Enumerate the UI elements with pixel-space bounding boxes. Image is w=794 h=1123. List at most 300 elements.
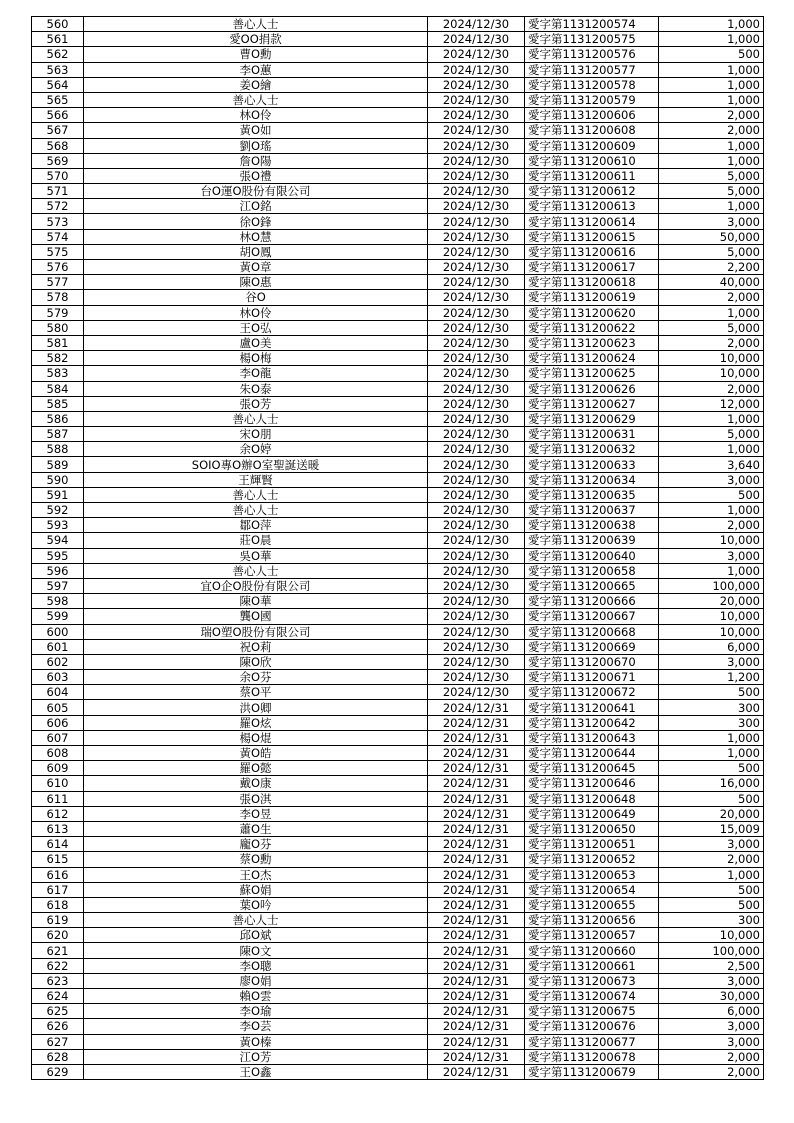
donation-amount-cell: 3,000 bbox=[659, 1019, 764, 1034]
table-row bbox=[32, 882, 764, 897]
table-row bbox=[32, 168, 764, 183]
donation-amount-cell: 2,500 bbox=[659, 958, 764, 973]
donor-name-cell: 蕭O生 bbox=[84, 821, 428, 836]
row-number-cell: 615 bbox=[32, 852, 84, 867]
donor-name-cell: 善心人士 bbox=[84, 913, 428, 928]
table-row bbox=[32, 685, 764, 700]
table-row bbox=[32, 138, 764, 153]
donation-amount-cell: 50,000 bbox=[659, 229, 764, 244]
donation-date-cell: 2024/12/31 bbox=[428, 882, 525, 897]
donor-name-cell: 余O婷 bbox=[84, 442, 428, 457]
donor-name-cell: 蘇O娟 bbox=[84, 882, 428, 897]
table-row bbox=[32, 1004, 764, 1019]
donation-date-cell: 2024/12/30 bbox=[428, 244, 525, 259]
table-row bbox=[32, 533, 764, 548]
table-row bbox=[32, 153, 764, 168]
donation-amount-cell: 1,000 bbox=[659, 62, 764, 77]
receipt-number-cell: 愛字第1131200638 bbox=[525, 518, 659, 533]
donation-date-cell: 2024/12/30 bbox=[428, 457, 525, 472]
donation-amount-cell: 5,000 bbox=[659, 184, 764, 199]
receipt-number-cell: 愛字第1131200627 bbox=[525, 396, 659, 411]
table-row bbox=[32, 244, 764, 259]
donation-date-cell: 2024/12/31 bbox=[428, 700, 525, 715]
donor-name-cell: 王輝賢 bbox=[84, 472, 428, 487]
donor-name-cell: 蔡O勳 bbox=[84, 852, 428, 867]
donation-date-cell: 2024/12/30 bbox=[428, 275, 525, 290]
donor-name-cell: 陳O文 bbox=[84, 943, 428, 958]
donation-amount-cell: 1,200 bbox=[659, 670, 764, 685]
receipt-number-cell: 愛字第1131200648 bbox=[525, 791, 659, 806]
row-number-cell: 605 bbox=[32, 700, 84, 715]
row-number-cell: 614 bbox=[32, 837, 84, 852]
donor-name-cell: 善心人士 bbox=[84, 503, 428, 518]
row-number-cell: 574 bbox=[32, 229, 84, 244]
donation-amount-cell: 1,000 bbox=[659, 730, 764, 745]
receipt-number-cell: 愛字第1131200613 bbox=[525, 199, 659, 214]
donation-date-cell: 2024/12/30 bbox=[428, 670, 525, 685]
receipt-number-cell: 愛字第1131200618 bbox=[525, 275, 659, 290]
donation-date-cell: 2024/12/31 bbox=[428, 715, 525, 730]
donor-name-cell: 江O銘 bbox=[84, 199, 428, 214]
row-number-cell: 573 bbox=[32, 214, 84, 229]
table-row bbox=[32, 381, 764, 396]
receipt-number-cell: 愛字第1131200671 bbox=[525, 670, 659, 685]
row-number-cell: 578 bbox=[32, 290, 84, 305]
donor-name-cell: 善心人士 bbox=[84, 92, 428, 107]
table-row bbox=[32, 897, 764, 912]
donation-amount-cell: 3,000 bbox=[659, 472, 764, 487]
donation-date-cell: 2024/12/30 bbox=[428, 335, 525, 350]
donation-date-cell: 2024/12/30 bbox=[428, 381, 525, 396]
donation-amount-cell: 300 bbox=[659, 913, 764, 928]
donor-name-cell: 徐O鋒 bbox=[84, 214, 428, 229]
row-number-cell: 587 bbox=[32, 427, 84, 442]
donation-amount-cell: 500 bbox=[659, 685, 764, 700]
receipt-number-cell: 愛字第1131200656 bbox=[525, 913, 659, 928]
donation-date-cell: 2024/12/31 bbox=[428, 897, 525, 912]
row-number-cell: 606 bbox=[32, 715, 84, 730]
receipt-number-cell: 愛字第1131200608 bbox=[525, 123, 659, 138]
donation-amount-cell: 6,000 bbox=[659, 639, 764, 654]
donation-date-cell: 2024/12/31 bbox=[428, 730, 525, 745]
donor-name-cell: 林O慧 bbox=[84, 229, 428, 244]
donation-amount-cell: 6,000 bbox=[659, 1004, 764, 1019]
row-number-cell: 567 bbox=[32, 123, 84, 138]
donor-name-cell: 羅O炫 bbox=[84, 715, 428, 730]
donation-date-cell: 2024/12/31 bbox=[428, 761, 525, 776]
donation-amount-cell: 40,000 bbox=[659, 275, 764, 290]
table-row bbox=[32, 563, 764, 578]
donation-amount-cell: 10,000 bbox=[659, 351, 764, 366]
donor-name-cell: 善心人士 bbox=[84, 17, 428, 32]
table-row bbox=[32, 989, 764, 1004]
donation-amount-cell: 500 bbox=[659, 882, 764, 897]
donation-amount-cell: 2,000 bbox=[659, 108, 764, 123]
donor-name-cell: 王O弘 bbox=[84, 320, 428, 335]
table-row bbox=[32, 487, 764, 502]
receipt-number-cell: 愛字第1131200620 bbox=[525, 305, 659, 320]
table-row bbox=[32, 92, 764, 107]
row-number-cell: 619 bbox=[32, 913, 84, 928]
table-row bbox=[32, 229, 764, 244]
receipt-number-cell: 愛字第1131200661 bbox=[525, 958, 659, 973]
donation-amount-cell: 1,000 bbox=[659, 411, 764, 426]
row-number-cell: 623 bbox=[32, 973, 84, 988]
donation-date-cell: 2024/12/30 bbox=[428, 184, 525, 199]
donation-date-cell: 2024/12/30 bbox=[428, 609, 525, 624]
donor-name-cell: 善心人士 bbox=[84, 487, 428, 502]
donor-name-cell: 宜O企O股份有限公司 bbox=[84, 578, 428, 593]
donation-amount-cell: 1,000 bbox=[659, 867, 764, 882]
donation-date-cell: 2024/12/30 bbox=[428, 639, 525, 654]
donation-date-cell: 2024/12/30 bbox=[428, 62, 525, 77]
table-row bbox=[32, 123, 764, 138]
donation-amount-cell: 10,000 bbox=[659, 609, 764, 624]
table-row bbox=[32, 411, 764, 426]
table-row bbox=[32, 654, 764, 669]
donor-name-cell: 余O芬 bbox=[84, 670, 428, 685]
donation-amount-cell: 5,000 bbox=[659, 320, 764, 335]
table-row bbox=[32, 624, 764, 639]
receipt-number-cell: 愛字第1131200623 bbox=[525, 335, 659, 350]
donation-date-cell: 2024/12/30 bbox=[428, 411, 525, 426]
receipt-number-cell: 愛字第1131200612 bbox=[525, 184, 659, 199]
receipt-number-cell: 愛字第1131200635 bbox=[525, 487, 659, 502]
row-number-cell: 576 bbox=[32, 260, 84, 275]
receipt-number-cell: 愛字第1131200643 bbox=[525, 730, 659, 745]
receipt-number-cell: 愛字第1131200574 bbox=[525, 17, 659, 32]
table-row bbox=[32, 472, 764, 487]
donation-amount-cell: 500 bbox=[659, 897, 764, 912]
donor-name-cell: 黃O章 bbox=[84, 260, 428, 275]
donor-name-cell: 邱O斌 bbox=[84, 928, 428, 943]
donation-amount-cell: 10,000 bbox=[659, 624, 764, 639]
donation-date-cell: 2024/12/31 bbox=[428, 1034, 525, 1049]
donation-date-cell: 2024/12/31 bbox=[428, 928, 525, 943]
donor-name-cell: 江O芳 bbox=[84, 1049, 428, 1064]
row-number-cell: 566 bbox=[32, 108, 84, 123]
table-row bbox=[32, 427, 764, 442]
donation-amount-cell: 3,000 bbox=[659, 837, 764, 852]
row-number-cell: 569 bbox=[32, 153, 84, 168]
receipt-number-cell: 愛字第1131200676 bbox=[525, 1019, 659, 1034]
row-number-cell: 622 bbox=[32, 958, 84, 973]
table-row bbox=[32, 821, 764, 836]
row-number-cell: 594 bbox=[32, 533, 84, 548]
donor-name-cell: 劉O瑤 bbox=[84, 138, 428, 153]
donation-amount-cell: 1,000 bbox=[659, 77, 764, 92]
donation-amount-cell: 10,000 bbox=[659, 366, 764, 381]
row-number-cell: 627 bbox=[32, 1034, 84, 1049]
donation-amount-cell: 5,000 bbox=[659, 244, 764, 259]
table-row bbox=[32, 108, 764, 123]
table-row bbox=[32, 47, 764, 62]
table-row bbox=[32, 77, 764, 92]
table-row bbox=[32, 670, 764, 685]
row-number-cell: 610 bbox=[32, 776, 84, 791]
row-number-cell: 585 bbox=[32, 396, 84, 411]
donation-amount-cell: 2,200 bbox=[659, 260, 764, 275]
table-row bbox=[32, 867, 764, 882]
table-row bbox=[32, 320, 764, 335]
table-row bbox=[32, 548, 764, 563]
row-number-cell: 583 bbox=[32, 366, 84, 381]
receipt-number-cell: 愛字第1131200576 bbox=[525, 47, 659, 62]
donation-amount-cell: 1,000 bbox=[659, 503, 764, 518]
row-number-cell: 586 bbox=[32, 411, 84, 426]
donation-date-cell: 2024/12/30 bbox=[428, 320, 525, 335]
table-row bbox=[32, 305, 764, 320]
row-number-cell: 580 bbox=[32, 320, 84, 335]
donor-name-cell: 祝O莉 bbox=[84, 639, 428, 654]
table-row bbox=[32, 351, 764, 366]
donation-date-cell: 2024/12/30 bbox=[428, 290, 525, 305]
donation-amount-cell: 1,000 bbox=[659, 92, 764, 107]
row-number-cell: 561 bbox=[32, 32, 84, 47]
table-row bbox=[32, 62, 764, 77]
row-number-cell: 563 bbox=[32, 62, 84, 77]
receipt-number-cell: 愛字第1131200679 bbox=[525, 1064, 659, 1079]
donation-amount-cell: 1,000 bbox=[659, 442, 764, 457]
donation-date-cell: 2024/12/31 bbox=[428, 973, 525, 988]
donation-date-cell: 2024/12/31 bbox=[428, 943, 525, 958]
donation-date-cell: 2024/12/31 bbox=[428, 1064, 525, 1079]
row-number-cell: 598 bbox=[32, 594, 84, 609]
donor-name-cell: 盧O美 bbox=[84, 335, 428, 350]
donation-amount-cell: 3,000 bbox=[659, 1034, 764, 1049]
receipt-number-cell: 愛字第1131200655 bbox=[525, 897, 659, 912]
donation-amount-cell: 2,000 bbox=[659, 1049, 764, 1064]
receipt-number-cell: 愛字第1131200678 bbox=[525, 1049, 659, 1064]
donation-date-cell: 2024/12/31 bbox=[428, 852, 525, 867]
receipt-number-cell: 愛字第1131200624 bbox=[525, 351, 659, 366]
receipt-number-cell: 愛字第1131200673 bbox=[525, 973, 659, 988]
receipt-number-cell: 愛字第1131200606 bbox=[525, 108, 659, 123]
row-number-cell: 577 bbox=[32, 275, 84, 290]
donor-name-cell: 瑞O塑O股份有限公司 bbox=[84, 624, 428, 639]
receipt-number-cell: 愛字第1131200632 bbox=[525, 442, 659, 457]
donor-name-cell: 李O瑜 bbox=[84, 1004, 428, 1019]
table-row bbox=[32, 1034, 764, 1049]
donor-name-cell: 李O蕙 bbox=[84, 62, 428, 77]
receipt-number-cell: 愛字第1131200639 bbox=[525, 533, 659, 548]
row-number-cell: 592 bbox=[32, 503, 84, 518]
donation-date-cell: 2024/12/30 bbox=[428, 32, 525, 47]
donor-name-cell: 陳O華 bbox=[84, 594, 428, 609]
table-row bbox=[32, 442, 764, 457]
donation-table-body bbox=[32, 17, 764, 1080]
receipt-number-cell: 愛字第1131200646 bbox=[525, 776, 659, 791]
donation-amount-cell: 100,000 bbox=[659, 943, 764, 958]
row-number-cell: 588 bbox=[32, 442, 84, 457]
donor-name-cell: 張O禮 bbox=[84, 168, 428, 183]
donor-name-cell: 李O芸 bbox=[84, 1019, 428, 1034]
row-number-cell: 602 bbox=[32, 654, 84, 669]
donation-amount-cell: 500 bbox=[659, 791, 764, 806]
donation-date-cell: 2024/12/31 bbox=[428, 913, 525, 928]
donor-name-cell: 善心人士 bbox=[84, 411, 428, 426]
donation-amount-cell: 3,640 bbox=[659, 457, 764, 472]
donation-date-cell: 2024/12/30 bbox=[428, 518, 525, 533]
donation-amount-cell: 500 bbox=[659, 487, 764, 502]
donation-date-cell: 2024/12/31 bbox=[428, 1004, 525, 1019]
row-number-cell: 608 bbox=[32, 746, 84, 761]
table-row bbox=[32, 730, 764, 745]
receipt-number-cell: 愛字第1131200634 bbox=[525, 472, 659, 487]
donor-name-cell: 王O杰 bbox=[84, 867, 428, 882]
donation-amount-cell: 10,000 bbox=[659, 928, 764, 943]
row-number-cell: 599 bbox=[32, 609, 84, 624]
donor-name-cell: 善心人士 bbox=[84, 563, 428, 578]
receipt-number-cell: 愛字第1131200660 bbox=[525, 943, 659, 958]
donation-amount-cell: 3,000 bbox=[659, 214, 764, 229]
receipt-number-cell: 愛字第1131200657 bbox=[525, 928, 659, 943]
donor-name-cell: 鄒O萍 bbox=[84, 518, 428, 533]
donation-date-cell: 2024/12/30 bbox=[428, 199, 525, 214]
row-number-cell: 611 bbox=[32, 791, 84, 806]
receipt-number-cell: 愛字第1131200641 bbox=[525, 700, 659, 715]
donation-amount-cell: 3,000 bbox=[659, 973, 764, 988]
table-row bbox=[32, 639, 764, 654]
receipt-number-cell: 愛字第1131200640 bbox=[525, 548, 659, 563]
receipt-number-cell: 愛字第1131200665 bbox=[525, 578, 659, 593]
donor-name-cell: 黃O榛 bbox=[84, 1034, 428, 1049]
table-row bbox=[32, 943, 764, 958]
donation-date-cell: 2024/12/30 bbox=[428, 487, 525, 502]
donation-date-cell: 2024/12/30 bbox=[428, 229, 525, 244]
donation-amount-cell: 5,000 bbox=[659, 168, 764, 183]
receipt-number-cell: 愛字第1131200617 bbox=[525, 260, 659, 275]
donation-date-cell: 2024/12/30 bbox=[428, 138, 525, 153]
table-row bbox=[32, 761, 764, 776]
row-number-cell: 581 bbox=[32, 335, 84, 350]
row-number-cell: 595 bbox=[32, 548, 84, 563]
donation-amount-cell: 2,000 bbox=[659, 381, 764, 396]
donor-name-cell: 曹O勳 bbox=[84, 47, 428, 62]
donor-name-cell: 楊O梅 bbox=[84, 351, 428, 366]
donation-date-cell: 2024/12/31 bbox=[428, 746, 525, 761]
table-row bbox=[32, 928, 764, 943]
donor-name-cell: 宋O朋 bbox=[84, 427, 428, 442]
row-number-cell: 607 bbox=[32, 730, 84, 745]
donation-amount-cell: 1,000 bbox=[659, 746, 764, 761]
donation-date-cell: 2024/12/30 bbox=[428, 654, 525, 669]
row-number-cell: 621 bbox=[32, 943, 84, 958]
row-number-cell: 612 bbox=[32, 806, 84, 821]
table-row bbox=[32, 594, 764, 609]
donor-name-cell: 羅O懿 bbox=[84, 761, 428, 776]
donation-date-cell: 2024/12/31 bbox=[428, 791, 525, 806]
receipt-number-cell: 愛字第1131200577 bbox=[525, 62, 659, 77]
donor-name-cell: 詹O陽 bbox=[84, 153, 428, 168]
donor-name-cell: 朱O泰 bbox=[84, 381, 428, 396]
donation-amount-cell: 30,000 bbox=[659, 989, 764, 1004]
receipt-number-cell: 愛字第1131200670 bbox=[525, 654, 659, 669]
row-number-cell: 601 bbox=[32, 639, 84, 654]
row-number-cell: 591 bbox=[32, 487, 84, 502]
table-row bbox=[32, 17, 764, 32]
donor-name-cell: 姜O繪 bbox=[84, 77, 428, 92]
donation-amount-cell: 1,000 bbox=[659, 17, 764, 32]
receipt-number-cell: 愛字第1131200611 bbox=[525, 168, 659, 183]
row-number-cell: 620 bbox=[32, 928, 84, 943]
donor-name-cell: 龔O國 bbox=[84, 609, 428, 624]
receipt-number-cell: 愛字第1131200653 bbox=[525, 867, 659, 882]
receipt-number-cell: 愛字第1131200578 bbox=[525, 77, 659, 92]
donation-date-cell: 2024/12/30 bbox=[428, 305, 525, 320]
donor-name-cell: 吳O華 bbox=[84, 548, 428, 563]
table-row bbox=[32, 700, 764, 715]
table-row bbox=[32, 184, 764, 199]
donor-name-cell: 洪O卿 bbox=[84, 700, 428, 715]
row-number-cell: 571 bbox=[32, 184, 84, 199]
donation-amount-cell: 2,000 bbox=[659, 852, 764, 867]
donation-date-cell: 2024/12/30 bbox=[428, 427, 525, 442]
donation-date-cell: 2024/12/30 bbox=[428, 351, 525, 366]
row-number-cell: 560 bbox=[32, 17, 84, 32]
donation-amount-cell: 1,000 bbox=[659, 199, 764, 214]
receipt-number-cell: 愛字第1131200645 bbox=[525, 761, 659, 776]
receipt-number-cell: 愛字第1131200631 bbox=[525, 427, 659, 442]
donor-name-cell: 廖O娟 bbox=[84, 973, 428, 988]
row-number-cell: 618 bbox=[32, 897, 84, 912]
row-number-cell: 590 bbox=[32, 472, 84, 487]
row-number-cell: 597 bbox=[32, 578, 84, 593]
donation-date-cell: 2024/12/30 bbox=[428, 624, 525, 639]
receipt-number-cell: 愛字第1131200650 bbox=[525, 821, 659, 836]
row-number-cell: 596 bbox=[32, 563, 84, 578]
table-row bbox=[32, 1019, 764, 1034]
receipt-number-cell: 愛字第1131200666 bbox=[525, 594, 659, 609]
receipt-number-cell: 愛字第1131200619 bbox=[525, 290, 659, 305]
donation-amount-cell: 500 bbox=[659, 761, 764, 776]
row-number-cell: 617 bbox=[32, 882, 84, 897]
donation-date-cell: 2024/12/30 bbox=[428, 442, 525, 457]
row-number-cell: 625 bbox=[32, 1004, 84, 1019]
receipt-number-cell: 愛字第1131200652 bbox=[525, 852, 659, 867]
receipt-number-cell: 愛字第1131200674 bbox=[525, 989, 659, 1004]
donor-name-cell: 李O龍 bbox=[84, 366, 428, 381]
donation-date-cell: 2024/12/30 bbox=[428, 563, 525, 578]
donation-date-cell: 2024/12/30 bbox=[428, 396, 525, 411]
donation-amount-cell: 2,000 bbox=[659, 1064, 764, 1079]
donation-date-cell: 2024/12/31 bbox=[428, 867, 525, 882]
donation-date-cell: 2024/12/30 bbox=[428, 578, 525, 593]
donation-date-cell: 2024/12/31 bbox=[428, 989, 525, 1004]
donor-name-cell: 張O淇 bbox=[84, 791, 428, 806]
donation-table bbox=[31, 16, 764, 1080]
donor-name-cell: 胡O鳳 bbox=[84, 244, 428, 259]
table-row bbox=[32, 366, 764, 381]
donor-name-cell: 林O伶 bbox=[84, 108, 428, 123]
donor-name-cell: 陳O惠 bbox=[84, 275, 428, 290]
donation-amount-cell: 16,000 bbox=[659, 776, 764, 791]
receipt-number-cell: 愛字第1131200609 bbox=[525, 138, 659, 153]
donation-date-cell: 2024/12/30 bbox=[428, 594, 525, 609]
donation-date-cell: 2024/12/30 bbox=[428, 533, 525, 548]
donor-name-cell: 葉O吟 bbox=[84, 897, 428, 912]
row-number-cell: 593 bbox=[32, 518, 84, 533]
row-number-cell: 600 bbox=[32, 624, 84, 639]
donation-date-cell: 2024/12/30 bbox=[428, 17, 525, 32]
row-number-cell: 603 bbox=[32, 670, 84, 685]
donor-name-cell: 戴O康 bbox=[84, 776, 428, 791]
table-row bbox=[32, 791, 764, 806]
donation-date-cell: 2024/12/31 bbox=[428, 1019, 525, 1034]
table-row bbox=[32, 518, 764, 533]
donation-amount-cell: 300 bbox=[659, 715, 764, 730]
donation-date-cell: 2024/12/31 bbox=[428, 806, 525, 821]
